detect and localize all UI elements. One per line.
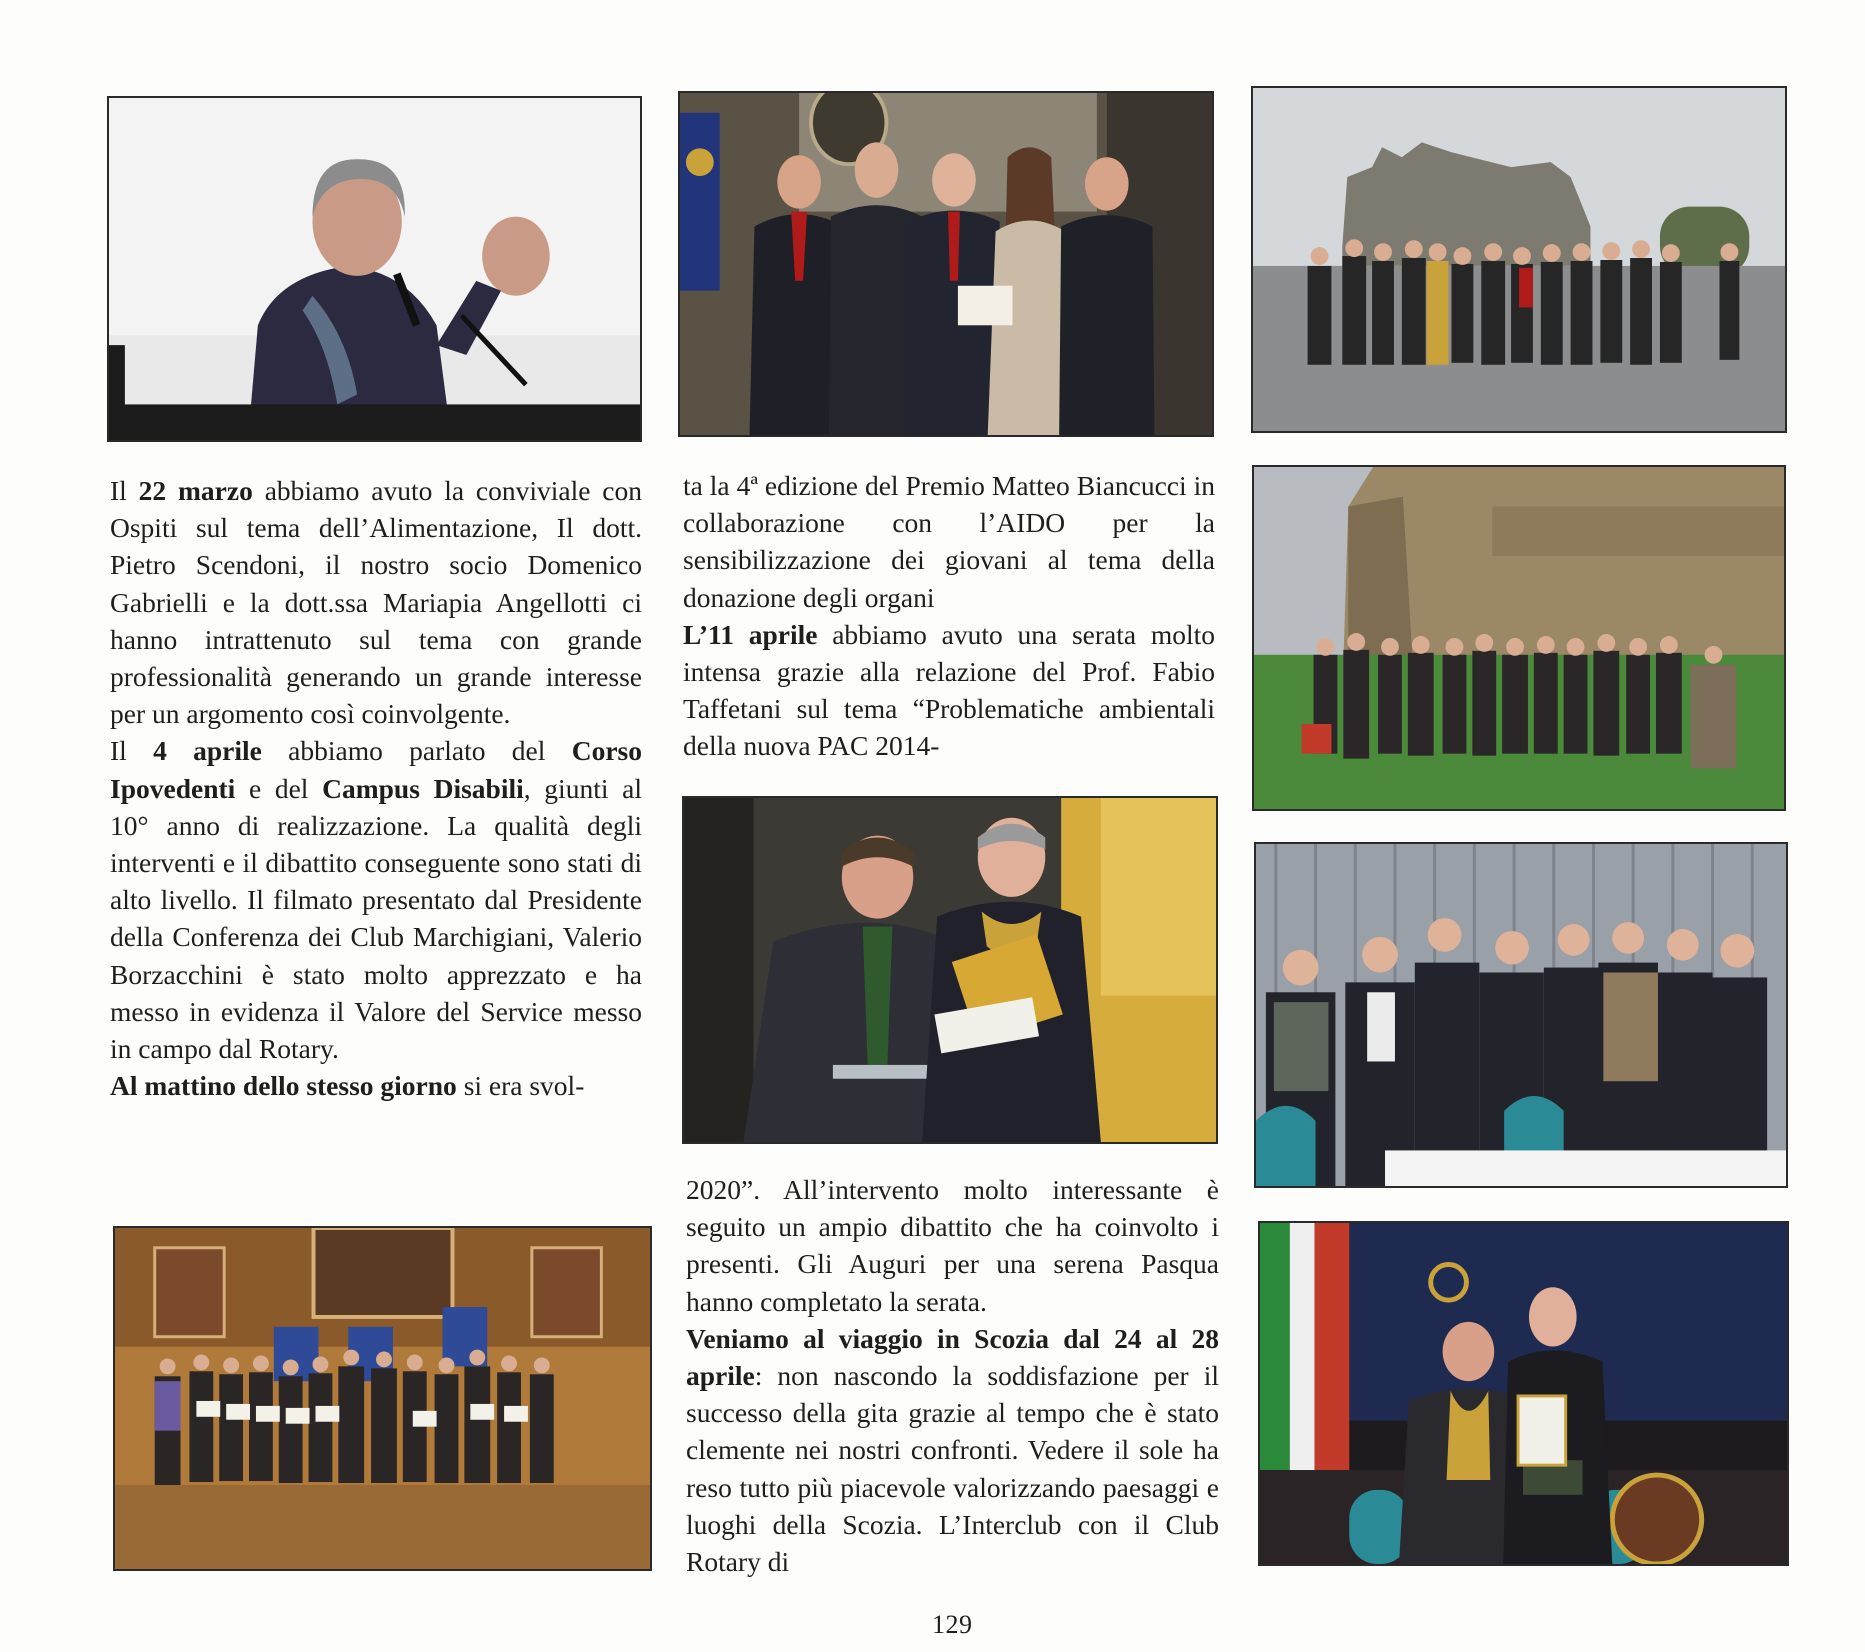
text-column-middle-bottom — [686, 1171, 1219, 1580]
photo-rotary-flag — [1258, 1221, 1789, 1566]
paragraph-22-marzo: Il 22 marzo abbiamo avuto la conviviale con Ospiti sul tema dell’Alimentazione, Il dott. Pietro Scendoni, il nostro socio Domenico Gabrielli e la dott.ssa Mariapia Angellotti ci hanno intrattenuto sul tema con grande professionalità generando un grande interesse per un argomento così coinvolgente. — [110, 475, 642, 730]
date-22-marzo: 22 marzo — [138, 475, 253, 506]
photo-award-group — [678, 91, 1214, 437]
photo-castle-lawn-group — [1252, 465, 1786, 811]
paragraph-11-aprile: L’11 aprile abbiamo avuto una serata molto intensa grazie alla relazione del Prof. Fabio Taffetani sul tema “Problematiche ambientali della nuova PAC 2014- — [683, 618, 1215, 762]
date-11-aprile: L’11 aprile — [683, 618, 818, 650]
photo-document-exchange — [682, 796, 1218, 1144]
paragraph-viaggio-scozia: Veniamo al viaggio in Scozia dal 24 al 28 aprile: non nascondo la soddisfazione per il successo della gita grazie al tempo che è stato clemente nei nostri confronti. Vedere il sole ha reso tutto più piacevole valorizzando paesaggi e luoghi della Scozia. L’Interclub con il Club Rotary di — [686, 1322, 1219, 1578]
date-4-aprile: 4 aprile — [153, 735, 262, 767]
photo-castle-group — [1251, 86, 1787, 433]
viaggio-scozia-heading: Veniamo al viaggio in Scozia dal 24 al 28 aprile — [686, 1322, 1219, 1392]
paragraph-mattino: Al mattino dello stesso giorno si era svol- — [110, 1070, 585, 1102]
text-column-middle-top — [683, 467, 1215, 765]
page-number: 129 — [932, 1610, 973, 1639]
photo-speaker — [107, 96, 642, 442]
paragraph-4-aprile: Il 4 aprile abbiamo parlato del Corso Ipovedenti e del Campus Disabili, giunti al 10° anno di realizzazione. La qualità degli interventi e il dibattito conseguente sono stati di alto livello. Il filmato presentato dal Presidente della Conferenza dei Club Marchigiani, Valerio Borzacchini è stato molto apprezzato e ha messo in evidenza il Valore del Service messo in campo dal Rotary. — [110, 735, 642, 1065]
campus-disabili: Campus Disabili — [322, 772, 524, 804]
paragraph-premio-biancucci: ta la 4ª edizione del Premio Matteo Biancucci in collaborazione con l’AIDO per la sensibilizzazione dei giovani al tema della donazione degli organi — [683, 470, 1215, 613]
photo-students-certificates — [113, 1226, 652, 1571]
photo-dinner-group — [1254, 842, 1788, 1188]
paragraph-2020: 2020”. All’intervento molto interessante è seguito un ampio dibattito che ha coinvolto i presenti. Gli Auguri per una serena Pasqua hanno completato la serata. — [686, 1174, 1219, 1317]
corso-ipovedenti: Corso Ipovedenti — [110, 735, 642, 804]
text-column-left — [110, 472, 642, 1104]
